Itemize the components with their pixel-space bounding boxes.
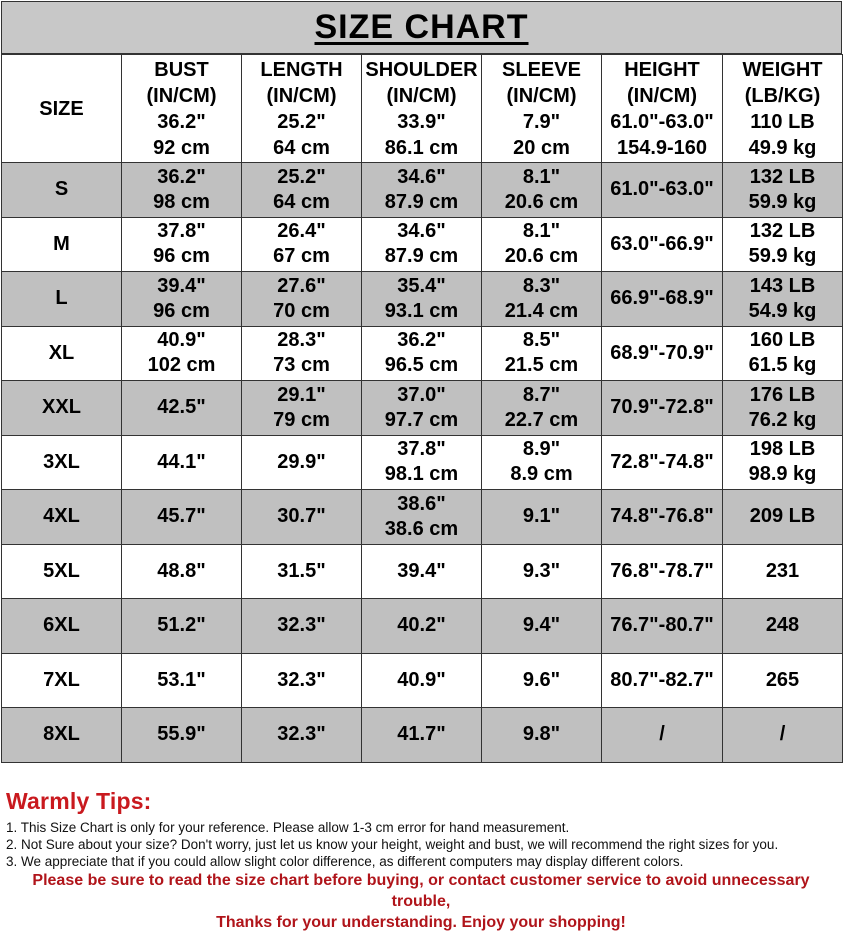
tips-title: Warmly Tips:	[6, 788, 152, 814]
cell-shoulder: 38.6" 38.6 cm	[362, 490, 482, 545]
cell-sleeve: 9.4"	[482, 599, 602, 654]
cell-height: 61.0"-63.0"	[602, 163, 723, 218]
cell-shoulder: 35.4" 93.1 cm	[362, 272, 482, 327]
cell-sleeve: 8.5" 21.5 cm	[482, 326, 602, 381]
cell-shoulder: 34.6" 87.9 cm	[362, 163, 482, 218]
cell-length: 31.5"	[242, 544, 362, 599]
cell-weight: 265	[723, 653, 843, 708]
cell-length: 28.3" 73 cm	[242, 326, 362, 381]
cell-bust: 53.1"	[122, 653, 242, 708]
size-chart	[1, 1, 842, 763]
cell-shoulder: 39.4"	[362, 544, 482, 599]
cell-length: 26.4" 67 cm	[242, 217, 362, 272]
size-label: 5XL	[2, 544, 122, 599]
cell-weight: 209 LB	[723, 490, 843, 545]
cell-bust: 36.2" 98 cm	[122, 163, 242, 218]
table-row	[2, 544, 843, 599]
cell-sleeve: 8.1" 20.6 cm	[482, 163, 602, 218]
cell-length: 29.9"	[242, 435, 362, 490]
size-label: 3XL	[2, 435, 122, 490]
cell-sleeve: 8.9" 8.9 cm	[482, 435, 602, 490]
size-table	[1, 54, 843, 763]
cell-shoulder: 34.6" 87.9 cm	[362, 217, 482, 272]
size-label: L	[2, 272, 122, 327]
cell-weight: 132 LB 59.9 kg	[723, 163, 843, 218]
cell-bust: 40.9" 102 cm	[122, 326, 242, 381]
header-row	[2, 55, 843, 163]
table-row	[2, 272, 843, 327]
notice-line: Please be sure to read the size chart before buying, or contact customer service to avoid unnecessary trouble,	[32, 872, 810, 910]
cell-bust: 44.1"	[122, 435, 242, 490]
cell-weight: 160 LB 61.5 kg	[723, 326, 843, 381]
cell-sleeve: 9.3"	[482, 544, 602, 599]
table-row	[2, 653, 843, 708]
cell-length: 29.1" 79 cm	[242, 381, 362, 436]
size-label: M	[2, 217, 122, 272]
size-label: XXL	[2, 381, 122, 436]
cell-shoulder: 41.7"	[362, 708, 482, 763]
cell-shoulder: 37.0" 97.7 cm	[362, 381, 482, 436]
cell-sleeve: 9.6"	[482, 653, 602, 708]
cell-length: 32.3"	[242, 708, 362, 763]
size-label: 6XL	[2, 599, 122, 654]
table-row	[2, 435, 843, 490]
cell-bust: 45.7"	[122, 490, 242, 545]
cell-bust: 42.5"	[122, 381, 242, 436]
tip-line: 1. This Size Chart is only for your reference. Please allow 1-3 cm error for hand measurement.	[6, 820, 570, 835]
cell-weight: 198 LB 98.9 kg	[723, 435, 843, 490]
cell-weight: 176 LB 76.2 kg	[723, 381, 843, 436]
size-label: 7XL	[2, 653, 122, 708]
cell-weight: 132 LB 59.9 kg	[723, 217, 843, 272]
table-row	[2, 381, 843, 436]
size-label: 8XL	[2, 708, 122, 763]
size-label: S	[2, 163, 122, 218]
cell-height: 68.9"-70.9"	[602, 326, 723, 381]
cell-sleeve: 9.8"	[482, 708, 602, 763]
cell-sleeve: 9.1"	[482, 490, 602, 545]
table-row	[2, 708, 843, 763]
column-header-sleeve: SLEEVE (IN/CM) 7.9" 20 cm	[482, 55, 602, 163]
cell-sleeve: 8.1" 20.6 cm	[482, 217, 602, 272]
cell-weight: 248	[723, 599, 843, 654]
cell-length: 32.3"	[242, 599, 362, 654]
cell-length: 27.6" 70 cm	[242, 272, 362, 327]
size-label: XL	[2, 326, 122, 381]
cell-weight: /	[723, 708, 843, 763]
column-header-size: SIZE	[2, 55, 122, 163]
cell-bust: 39.4" 96 cm	[122, 272, 242, 327]
column-header-weight: WEIGHT (LB/KG) 110 LB 49.9 kg	[723, 55, 843, 163]
cell-sleeve: 8.7" 22.7 cm	[482, 381, 602, 436]
cell-height: 72.8"-74.8"	[602, 435, 723, 490]
cell-height: 74.8"-76.8"	[602, 490, 723, 545]
page-title: SIZE CHART	[314, 8, 529, 46]
cell-length: 32.3"	[242, 653, 362, 708]
cell-length: 30.7"	[242, 490, 362, 545]
table-row	[2, 217, 843, 272]
column-header-shoulder: SHOULDER (IN/CM) 33.9" 86.1 cm	[362, 55, 482, 163]
cell-height: 80.7"-82.7"	[602, 653, 723, 708]
cell-height: 76.8"-78.7"	[602, 544, 723, 599]
table-row	[2, 490, 843, 545]
cell-shoulder: 40.2"	[362, 599, 482, 654]
cell-height: 63.0"-66.9"	[602, 217, 723, 272]
cell-height: 70.9"-72.8"	[602, 381, 723, 436]
cell-weight: 231	[723, 544, 843, 599]
cell-bust: 51.2"	[122, 599, 242, 654]
column-header-height: HEIGHT (IN/CM) 61.0"-63.0" 154.9-160	[602, 55, 723, 163]
table-row	[2, 326, 843, 381]
cell-length: 25.2" 64 cm	[242, 163, 362, 218]
cell-height: 76.7"-80.7"	[602, 599, 723, 654]
cell-shoulder: 37.8" 98.1 cm	[362, 435, 482, 490]
table-row	[2, 599, 843, 654]
tip-line: 3. We appreciate that if you could allow slight color difference, as different computers may display different colors.	[6, 854, 684, 869]
column-header-length: LENGTH (IN/CM) 25.2" 64 cm	[242, 55, 362, 163]
cell-weight: 143 LB 54.9 kg	[723, 272, 843, 327]
cell-shoulder: 36.2" 96.5 cm	[362, 326, 482, 381]
column-header-bust: BUST (IN/CM) 36.2" 92 cm	[122, 55, 242, 163]
title-bar	[1, 1, 842, 54]
cell-height: 66.9"-68.9"	[602, 272, 723, 327]
cell-sleeve: 8.3" 21.4 cm	[482, 272, 602, 327]
cell-bust: 55.9"	[122, 708, 242, 763]
tip-line: 2. Not Sure about your size? Don't worry, just let us know your height, weight and bust, we will recommend the right sizes for you.	[6, 837, 779, 852]
table-row	[2, 163, 843, 218]
size-label: 4XL	[2, 490, 122, 545]
cell-bust: 48.8"	[122, 544, 242, 599]
cell-shoulder: 40.9"	[362, 653, 482, 708]
cell-bust: 37.8" 96 cm	[122, 217, 242, 272]
notice-line: Thanks for your understanding. Enjoy your shopping!	[216, 914, 626, 931]
warmly-tips	[6, 788, 836, 933]
cell-height: /	[602, 708, 723, 763]
